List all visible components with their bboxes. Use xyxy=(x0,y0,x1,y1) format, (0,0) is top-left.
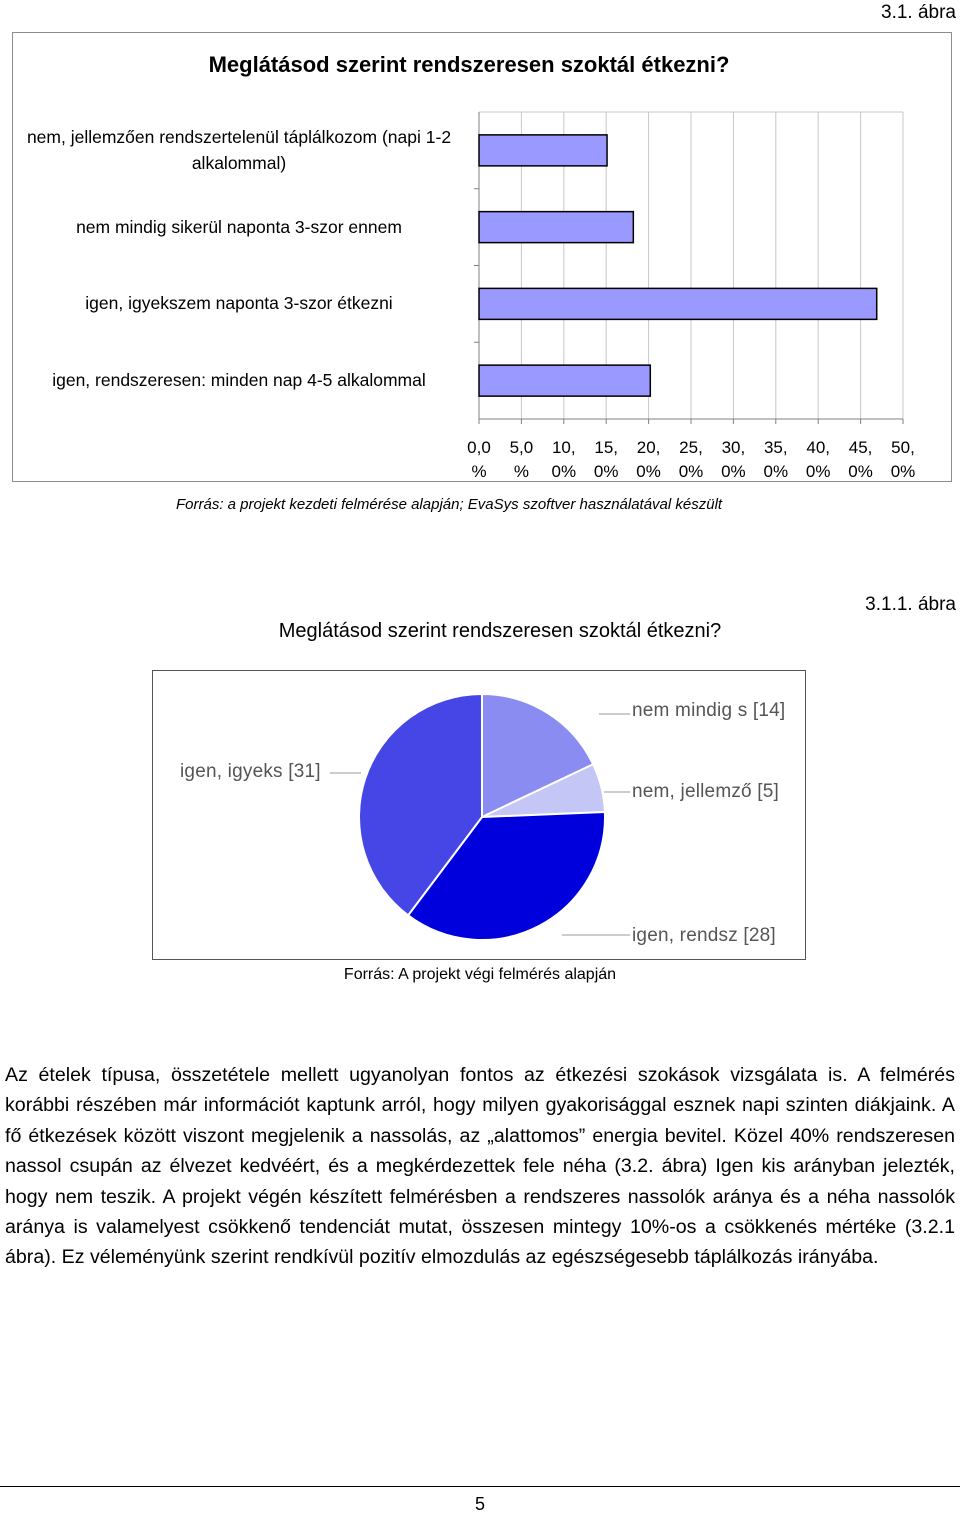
category-label: igen, rendszeresen: minden nap 4-5 alkalommal xyxy=(52,370,426,390)
x-tick-label: 25, 0% xyxy=(678,438,704,481)
pie-label: igen, rendsz [28] xyxy=(632,925,776,946)
pie-label: igen, igyeks [31] xyxy=(180,761,321,782)
pie-label: nem, jellemző [5] xyxy=(632,781,780,802)
x-tick-label: 40, 0% xyxy=(805,438,831,481)
x-tick-label: 15, 0% xyxy=(593,438,619,481)
category-label: igen, igyekszem naponta 3-szor étkezni xyxy=(85,293,393,313)
pie-label: nem mindig s [14] xyxy=(632,700,786,721)
page-number: 5 xyxy=(474,1494,485,1514)
bar-chart xyxy=(0,0,960,482)
x-tick-label: 50, 0% xyxy=(890,438,916,481)
figure-source: Forrás: A projekt végi felmérés alapján xyxy=(343,966,617,983)
figure-label: 3.1. ábra xyxy=(881,2,956,23)
category-label: nem, jellemzően rendszertelenül táplálkozom (napi 1-2 alkalommal) xyxy=(26,127,452,173)
bar xyxy=(479,212,633,243)
figure-label: 3.1.1. ábra xyxy=(865,594,956,615)
x-tick-label: 45, 0% xyxy=(848,438,873,481)
chart-title: Meglátásod szerint rendszeresen szoktál étkezni? xyxy=(278,620,722,642)
x-tick-label: 10, 0% xyxy=(551,438,577,481)
bar xyxy=(479,365,650,396)
x-tick-label: 5,0 % xyxy=(509,438,534,481)
x-tick-label: 35, 0% xyxy=(763,438,789,481)
chart-title: Meglátásod szerint rendszeresen szoktál étkezni? xyxy=(208,52,730,77)
body-paragraph: Az ételek típusa, összetétele mellett ugyanolyan fontos az étkezési szokások vizsgálata is. A felmérés korábbi részében már információt kaptunk arról, hogy milyen gyakorisággal esznek napi szinten diákjaink. A fő étkezések között viszont megjelenik a nassolás, az „alattomos” energia bevitel. Közel 40% rendszeresen nassol csupán az élvezet kedvéért, és a megkérdezettek fele néha (3.2. ábra) Igen kis arányban jelezték, hogy nem teszik. A projekt végén készített felmérésben a rendszeres nassolók aránya és a néha nassolók aránya is valamelyest csökkenő tendenciát mutat, összesen mintegy 10%-os a csökkenés mértéke (3.2.1 ábra). Ez véleményünk szerint rendkívül pozitív elmozdulás az egészségesebb táplálkozás irányába. xyxy=(5,1064,955,1269)
category-label: nem mindig sikerül naponta 3-szor ennem xyxy=(76,217,402,237)
x-tick-label: 0,0 % xyxy=(467,438,491,481)
x-tick-label: 20, 0% xyxy=(636,438,661,481)
bar xyxy=(479,288,877,319)
x-tick-label: 30, 0% xyxy=(721,438,746,481)
figure-source: Forrás: a projekt kezdeti felmérése alapján; EvaSys szoftver használatával készült xyxy=(176,496,723,513)
footer-divider xyxy=(0,1486,960,1487)
bar xyxy=(479,135,607,166)
